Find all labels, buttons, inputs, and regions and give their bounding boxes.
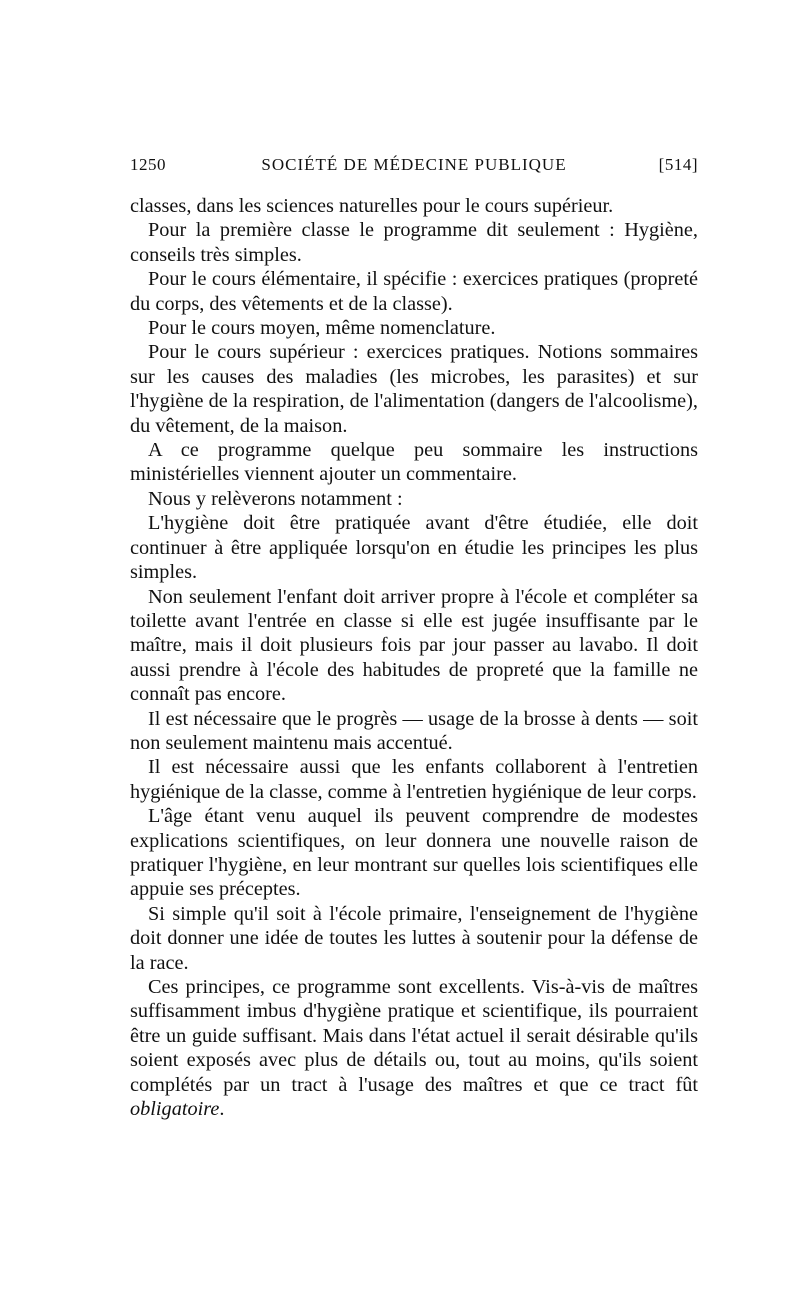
paragraph: Nous y relèverons notamment : xyxy=(148,487,403,510)
last-paragraph xyxy=(130,975,698,1121)
running-title: SOCIÉTÉ DE MÉDECINE PUBLIQUE xyxy=(261,155,567,174)
paragraph: Il est nécessaire que le progrès — usage de la brosse à dents — soit non seulement maintenu mais accentué. xyxy=(130,707,698,754)
paragraph: Non seulement l'enfant doit arriver propre à l'école et compléter sa toilette avant l'entrée en classe si elle est jugée insuffisante par le maître, mais il doit plusieurs fois par jour passer au lavabo. Il doit aussi prendre à l'école des habitudes de propreté que la famille ne connaît pas encore. xyxy=(130,585,698,706)
paragraph: Pour le cours supérieur : exercices pratiques. Notions sommaires sur les causes des maladies (les microbes, les parasites) et sur l'hygiène de la respiration, de l'alimentation (dangers de l'alcoolisme), du vêtement, de la maison. xyxy=(130,341,698,437)
paragraph: classes, dans les sciences naturelles pour le cours supérieur. xyxy=(130,195,614,217)
paragraph: Si simple qu'il soit à l'école primaire, l'enseignement de l'hygiène doit donner une idée de toutes les luttes à soutenir pour la défense de la race. xyxy=(130,902,698,974)
paragraph: L'hygiène doit être pratiquée avant d'être étudiée, elle doit continuer à être appliquée lorsqu'on en étudie les principes les plus simples. xyxy=(130,512,698,584)
body-text xyxy=(130,194,698,1121)
reference-number: [514] xyxy=(658,155,698,174)
emphasized-word: obligatoire xyxy=(130,1098,220,1121)
paragraph: Pour la première classe le programme dit seulement : Hygiène, conseils très simples. xyxy=(130,219,698,266)
paragraph: Pour le cours moyen, même nomenclature. xyxy=(148,317,496,340)
last-paragraph-end: . xyxy=(219,1098,225,1121)
paragraph: A ce programme quelque peu sommaire les instructions ministérielles viennent ajouter un commentaire. xyxy=(130,439,698,486)
paragraph: Pour le cours élémentaire, il spécifie : exercices pratiques (propreté du corps, des vêtements et de la classe). xyxy=(130,268,698,315)
page-header xyxy=(130,155,698,181)
last-paragraph-text: Ces principes, ce programme sont excellents. Vis-à-vis de maîtres suffisamment imbus d'hygiène pratique et scientifique, ils pourraient être un guide suffisant. Mais dans l'état actuel il serait désirable qu'ils soient exposés avec plus de détails ou, tout au moins, qu'ils soient complétés par un tract à l'usage des maîtres et que ce tract fût xyxy=(130,976,698,1096)
page-number: 1250 xyxy=(130,155,166,174)
paragraph: Il est nécessaire aussi que les enfants collaborent à l'entretien hygiénique de la classe, comme à l'entretien hygiénique de leur corps. xyxy=(130,756,698,803)
paragraph: L'âge étant venu auquel ils peuvent comprendre de modestes explications scientifiques, on leur donnera une nouvelle raison de pratiquer l'hygiène, en leur montrant sur quelles lois scientifiques elle appuie ses préceptes. xyxy=(130,805,698,901)
